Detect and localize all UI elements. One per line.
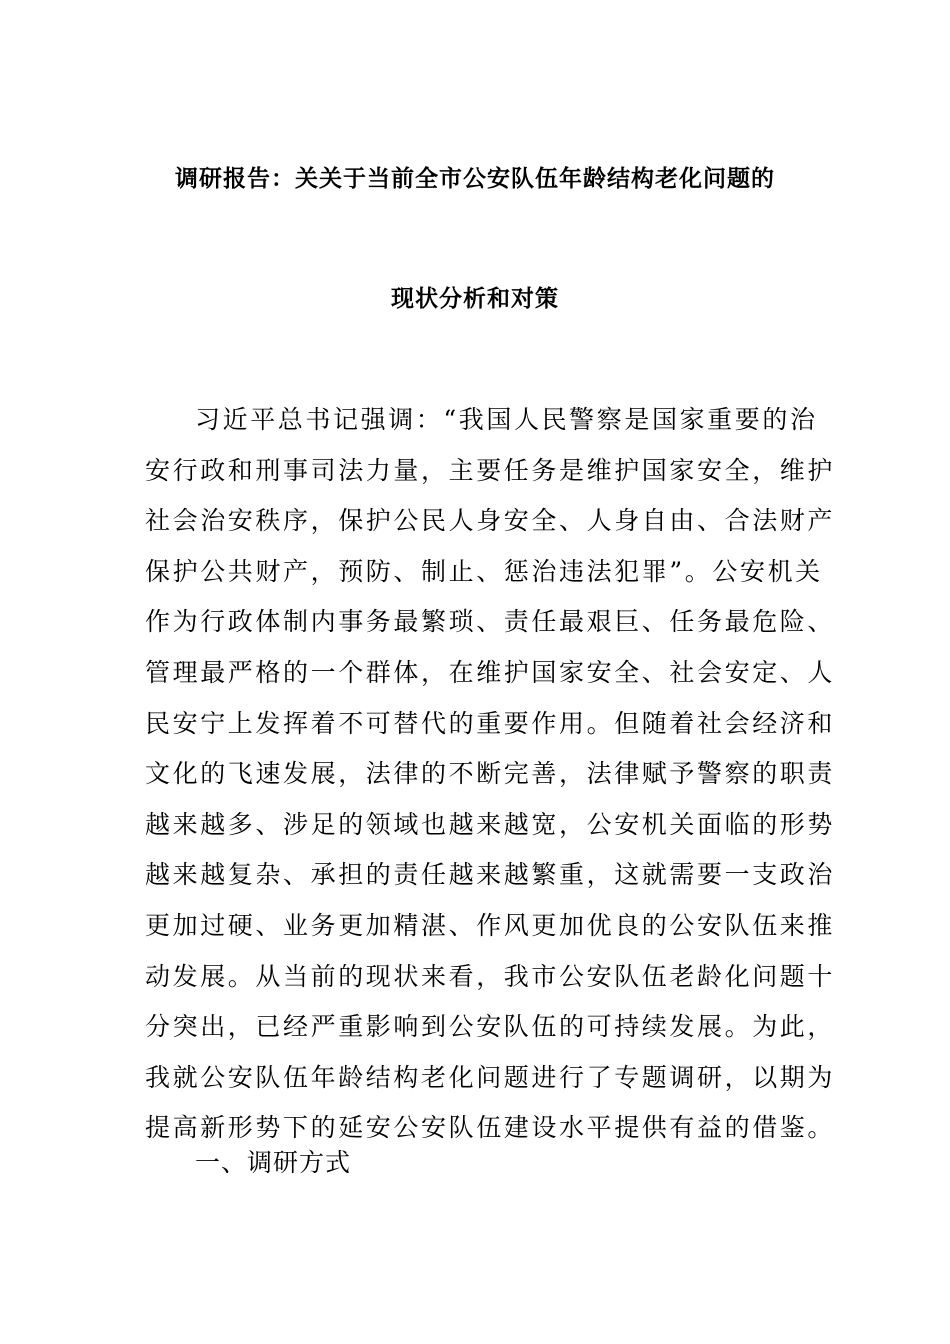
paragraph-line: 分突出，已经严重影响到公安队伍的可持续发展。为此， <box>145 1012 836 1042</box>
paragraph-line: 更加过硬、业务更加精湛、作风更加优良的公安队伍来推 <box>145 910 836 940</box>
paragraph-line: 管理最严格的一个群体，在维护国家安全、社会安定、人 <box>145 657 836 687</box>
paragraph-line: 习近平总书记强调：“我国人民警察是国家重要的治 <box>195 405 818 434</box>
paragraph-line: 越来越多、涉足的领域也越来越宽，公安机关面临的形势 <box>145 809 836 839</box>
paragraph-line: 社会治安秩序，保护公民人身安全、人身自由、合法财产 <box>145 506 836 536</box>
intro-paragraph <box>145 395 836 1154</box>
paragraph-line: 民安宁上发挥着不可替代的重要作用。但随着社会经济和 <box>145 708 836 738</box>
paragraph-line: 文化的飞速发展，法律的不断完善，法律赋予警察的职责 <box>145 759 836 789</box>
paragraph-line: 我就公安队伍年龄结构老化问题进行了专题调研，以期为 <box>145 1062 836 1092</box>
section-heading: 一、调研方式 <box>195 1148 352 1177</box>
paragraph-line: 安行政和刑事司法力量，主要任务是维护国家安全，维护 <box>145 455 836 485</box>
document-title-line-2: 现状分析和对策 <box>391 286 559 312</box>
paragraph-line: 动发展。从当前的现状来看，我市公安队伍老龄化问题十 <box>145 961 836 991</box>
document-title-line-1: 调研报告：关关于当前全市公安队伍年龄结构老化问题的 <box>175 166 775 192</box>
paragraph-line: 保护公共财产，预防、制止、惩治违法犯罪”。公安机关 <box>145 556 823 586</box>
paragraph-line: 作为行政体制内事务最繁琐、责任最艰巨、任务最危险、 <box>145 607 836 637</box>
paragraph-line: 提高新形势下的延安公安队伍建设水平提供有益的借鉴。 <box>145 1113 836 1143</box>
paragraph-line: 越来越复杂、承担的责任越来越繁重，这就需要一支政治 <box>145 860 836 890</box>
